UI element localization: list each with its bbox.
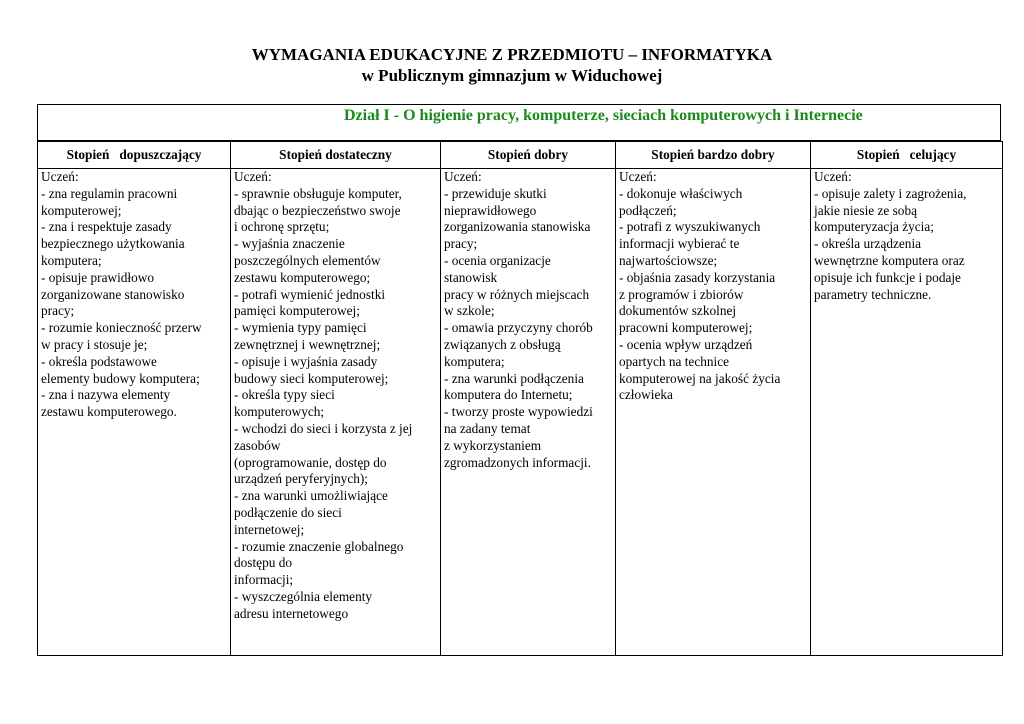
cell-text-line: Uczeń: [619, 169, 657, 184]
cell-text-line: w szkole; [444, 303, 495, 319]
cell-text-line: dbając o bezpieczeństwo swoje [234, 202, 401, 218]
cell-text-line: - rozumie konieczność przerw [41, 320, 202, 336]
cell-text-line: pracy; [41, 303, 75, 319]
cell-dopuszczajacy [38, 169, 231, 656]
cell-text-line: z wykorzystaniem [444, 437, 542, 453]
cell-dobry [441, 169, 616, 656]
cell-text-line: zasobów [234, 437, 281, 453]
cell-text-line: pamięci komputerowej; [234, 303, 360, 319]
cell-text-line: - ocenia wpływ urządzeń [619, 336, 753, 352]
cell-text-line: - zna regulamin pracowni [41, 185, 178, 201]
cell-bardzo-dobry [616, 169, 811, 656]
cell-text-line: - zna warunki podłączenia [444, 370, 584, 386]
cell-text-line: - przewiduje skutki [444, 185, 547, 201]
title-line-2: w Publicznym gimnazjum w Widuchowej [361, 66, 663, 85]
cell-text-line: - potrafi z wyszukiwanych [619, 219, 761, 235]
cell-text-line: pracowni komputerowej; [619, 320, 753, 336]
cell-text-line: - dokonuje właściwych [619, 185, 743, 201]
cell-text-line: Uczeń: [41, 169, 79, 184]
cell-text-line: - określa podstawowe [41, 353, 157, 369]
cell-text-line: Uczeń: [234, 169, 272, 184]
cell-text-line: komputera; [41, 252, 102, 268]
cell-text-line: - opisuje prawidłowo [41, 269, 155, 285]
cell-text-line: opartych na technice [619, 353, 730, 369]
cell-text-line: zgromadzonych informacji. [444, 454, 591, 470]
cell-text-line: - opisuje i wyjaśnia zasady [234, 353, 378, 369]
section-title: Dział I - O higienie pracy, komputerze, sieciach komputerowych i Internecie [344, 107, 863, 124]
cell-text-line: - rozumie znaczenie globalnego [234, 538, 404, 554]
cell-text-line: - omawia przyczyny chorób [444, 320, 593, 336]
cell-text-line: parametry techniczne. [814, 286, 932, 302]
cell-text-line: zestawu komputerowego; [234, 269, 371, 285]
cell-text-line: podłączeń; [619, 202, 677, 218]
cell-text-line: zorganizowane stanowisko [41, 286, 185, 302]
column-header-celujacy: Stopień celujący [811, 142, 1003, 169]
cell-text-line: człowieka [619, 387, 673, 403]
cell-dostateczny [231, 169, 441, 656]
cell-text-line: Uczeń: [444, 169, 482, 184]
cell-celujacy [811, 169, 1003, 656]
cell-text-line: (oprogramowanie, dostęp do [234, 454, 387, 470]
cell-text-line: - wymienia typy pamięci [234, 320, 367, 336]
column-header-dopuszczajacy: Stopień dopuszczający [38, 142, 231, 169]
cell-text-line: - opisuje zalety i zagrożenia, [814, 185, 967, 201]
table-row [38, 169, 1003, 656]
cell-text-line: komputerowych; [234, 404, 325, 420]
requirements-table [37, 141, 1003, 656]
cell-text-line: bezpiecznego użytkowania [41, 236, 185, 252]
cell-text-line: urządzeń peryferyjnych); [234, 471, 369, 487]
cell-text-line: komputeryzacja życia; [814, 219, 934, 235]
cell-text-line: wewnętrzne komputera oraz [814, 252, 965, 268]
cell-text-line: dostępu do [234, 555, 292, 571]
cell-text-line: i ochronę sprzętu; [234, 219, 330, 235]
cell-text-line: komputera; [444, 353, 505, 369]
cell-text-line: informacji wybierać te [619, 236, 740, 252]
cell-text-line: stanowisk [444, 269, 498, 285]
cell-text-line: elementy budowy komputera; [41, 370, 200, 386]
document-title [0, 44, 1024, 86]
cell-text-line: - sprawnie obsługuje komputer, [234, 185, 402, 201]
cell-text-line: - potrafi wymienić jednostki [234, 286, 386, 302]
cell-text-line: zorganizowania stanowiska [444, 219, 591, 235]
cell-text-line: najwartościowsze; [619, 252, 718, 268]
cell-text-line: dokumentów szkolnej [619, 303, 737, 319]
cell-text-line: w pracy i stosuje je; [41, 336, 148, 352]
cell-text-line: - wchodzi do sieci i korzysta z jej [234, 420, 413, 436]
cell-text-line: podłączenie do sieci [234, 504, 342, 520]
cell-text-line: - określa typy sieci [234, 387, 335, 403]
section-header-box [37, 104, 1001, 141]
cell-text-line: na zadany temat [444, 420, 531, 436]
cell-text-line: - wyszczególnia elementy [234, 588, 373, 604]
cell-text-line: opisuje ich funkcje i podaje [814, 269, 961, 285]
cell-text-line: internetowej; [234, 521, 305, 537]
cell-text-line: pracy; [444, 236, 478, 252]
cell-text-line: - określa urządzenia [814, 236, 922, 252]
cell-text-line: poszczególnych elementów [234, 252, 381, 268]
cell-text-line: - zna i respektuje zasady [41, 219, 172, 235]
cell-text-line: zestawu komputerowego. [41, 404, 177, 420]
column-header-bardzo-dobry: Stopień bardzo dobry [616, 142, 811, 169]
cell-text-line: komputerowej; [41, 202, 122, 218]
cell-text-line: jakie niesie ze sobą [814, 202, 918, 218]
table-header-row [38, 142, 1003, 169]
title-line-1: WYMAGANIA EDUKACYJNE Z PRZEDMIOTU – INFORMATYKA [251, 45, 773, 64]
cell-text-line: - zna warunki umożliwiające [234, 488, 388, 504]
cell-text-line: komputera do Internetu; [444, 387, 573, 403]
column-header-dostateczny: Stopień dostateczny [231, 142, 441, 169]
cell-text-line: - tworzy proste wypowiedzi [444, 404, 593, 420]
cell-text-line: - zna i nazywa elementy [41, 387, 171, 403]
cell-text-line: adresu internetowego [234, 605, 349, 621]
cell-text-line: nieprawidłowego [444, 202, 537, 218]
cell-text-line: Uczeń: [814, 169, 852, 184]
cell-text-line: - ocenia organizacje [444, 252, 551, 268]
cell-text-line: pracy w różnych miejscach [444, 286, 590, 302]
cell-text-line: informacji; [234, 572, 294, 588]
cell-text-line: z programów i zbiorów [619, 286, 744, 302]
cell-text-line: - objaśnia zasady korzystania [619, 269, 776, 285]
column-header-dobry: Stopień dobry [441, 142, 616, 169]
cell-text-line: - wyjaśnia znaczenie [234, 236, 345, 252]
cell-text-line: budowy sieci komputerowej; [234, 370, 389, 386]
cell-text-line: zewnętrznej i wewnętrznej; [234, 336, 381, 352]
cell-text-line: związanych z obsługą [444, 336, 561, 352]
cell-text-line: komputerowej na jakość życia [619, 370, 781, 386]
